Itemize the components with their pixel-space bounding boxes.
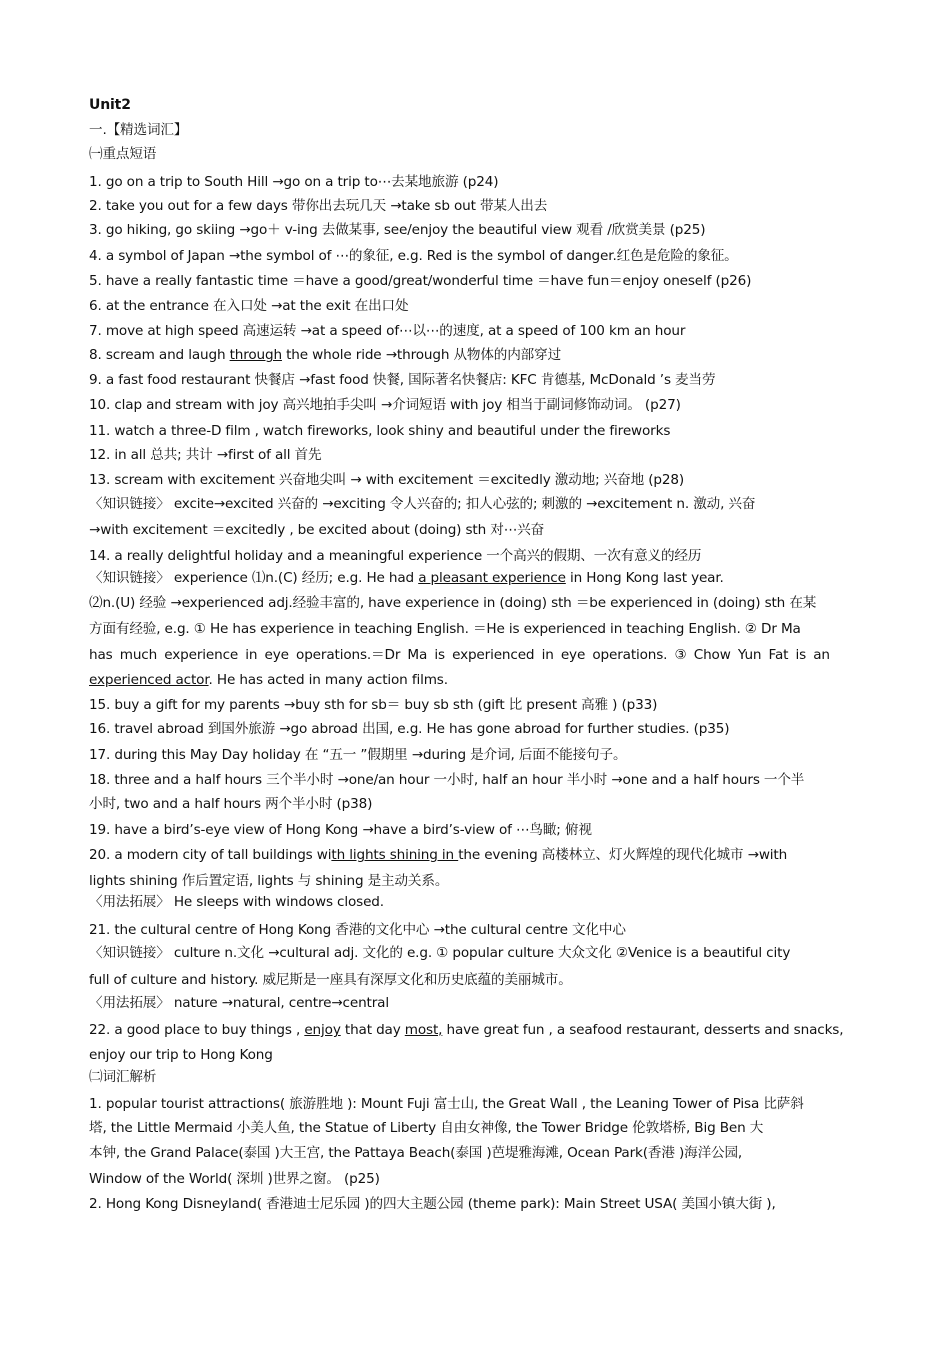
phrase-line: 17. during this May Day holiday 在 “五一 ”假期里 →during 是介词, 后面不能接句子。 [89, 747, 627, 763]
knowledge-link: 〈知识链接〉 excite→excited 兴奋的 →exciting 令人兴奋的; 扣人心弦的; 刺激的 →excitement n. 激动, 兴奋 [89, 496, 756, 512]
phrase-line: 13. scream with excitement 兴奋地尖叫 → with excitement ＝excitedly 激动地; 兴奋地 (p28) [89, 472, 685, 488]
phrase-line [89, 346, 861, 364]
phrase-line [89, 1021, 861, 1039]
phrase-line: 15. buy a gift for my parents →buy sth for sb＝ buy sb sth (gift 比 present 高雅 ) (p33) [89, 697, 658, 713]
vocab-line: 2. Hong Kong Disneyland( 香港迪士尼乐园 )的四大主题公园 (theme park): Main Street USA( 美国小镇大街 ), [89, 1196, 776, 1212]
text-run: that day [340, 1022, 405, 1038]
phrase-line: lights shining 作后置定语, lights 与 shining 是主动关系。 [89, 873, 449, 889]
phrase-line: 14. a really delightful holiday and a meaningful experience 一个高兴的假期、一次有意义的经历 [89, 548, 702, 564]
section-heading: 一.【精选词汇】 [89, 122, 188, 138]
underlined-text: through [229, 347, 282, 363]
phrase-line: 19. have a bird’s-eye view of Hong Kong →have a bird’s-view of ⋯鸟瞰; 俯视 [89, 822, 592, 838]
phrase-line: 21. the cultural centre of Hong Kong 香港的文化中心 →the cultural centre 文化中心 [89, 922, 626, 938]
usage-extension: 〈用法拓展〉 nature →natural, centre→central [89, 995, 389, 1011]
subsection-heading: ㈠重点短语 [89, 146, 157, 162]
subsection-heading: ㈡词汇解析 [89, 1069, 157, 1085]
text-run: 22. a good place to buy things , [89, 1022, 305, 1038]
unit-title: Unit2 [89, 97, 131, 113]
phrase-line: has much experience in eye operations.＝Dr Ma is experienced in eye operations. ③ Chow Yun Fat is an [89, 647, 830, 663]
phrase-line: 2. take you out for a few days 带你出去玩几天 →take sb out 带某人出去 [89, 198, 548, 214]
phrase-line: 7. move at high speed 高速运转 →at a speed of⋯以⋯的速度, at a speed of 100 km an hour [89, 323, 686, 339]
phrase-line: 3. go hiking, go skiing →go＋ v-ing 去做某事, see/enjoy the beautiful view 观看 /欣赏美景 (p25) [89, 222, 706, 238]
text-run: 〈知识链接〉 experience ⑴n.(C) 经历; e.g. He had [89, 570, 419, 586]
text-run: have great fun , a seafood restaurant, desserts and snacks, [442, 1022, 844, 1038]
vocab-line: Window of the World( 深圳 )世界之窗。 (p25) [89, 1171, 380, 1187]
text-run: the evening 高楼林立、灯火辉煌的现代化城市 →with [458, 847, 788, 863]
usage-extension: 〈用法拓展〉 He sleeps with windows closed. [89, 894, 384, 910]
phrase-line: full of culture and history. 威尼斯是一座具有深厚文化和历史底蕴的美丽城市。 [89, 972, 572, 988]
phrase-line: 9. a fast food restaurant 快餐店 →fast food 快餐, 国际著名快餐店: KFC 肯德基, McDonald ’s 麦当劳 [89, 372, 716, 388]
phrase-line: 方面有经验, e.g. ① He has experience in teaching English. ＝He is experienced in teaching English. ② Dr Ma [89, 621, 801, 637]
phrase-line: 10. clap and stream with joy 高兴地拍手尖叫 →介词短语 with joy 相当于副词修饰动词。 (p27) [89, 397, 681, 413]
phrase-line: 18. three and a half hours 三个半小时 →one/an hour 一小时, half an hour 半小时 →one and a half hours 一个半 [89, 772, 805, 788]
phrase-line: 5. have a really fantastic time ＝have a good/great/wonderful time ＝have fun＝enjoy oneself (p26) [89, 273, 752, 289]
text-run: in Hong Kong last year. [565, 570, 724, 586]
text-run: 20. a modern city of tall buildings wi [89, 847, 332, 863]
knowledge-link [89, 569, 861, 587]
underlined-text: enjoy [304, 1022, 341, 1038]
phrase-line [89, 671, 861, 689]
phrase-line: →with excitement ＝excitedly , be excited about (doing) sth 对⋯兴奋 [89, 522, 545, 538]
phrase-line: 6. at the entrance 在入口处 →at the exit 在出口处 [89, 298, 409, 314]
phrase-line: 1. go on a trip to South Hill →go on a trip to⋯去某地旅游 (p24) [89, 174, 499, 190]
phrase-line [89, 846, 861, 864]
phrase-line: ⑵n.(U) 经验 →experienced adj.经验丰富的, have experience in (doing) sth ＝be experienced in (doing) sth 在某 [89, 595, 817, 611]
underlined-text: a pleasant experience [418, 570, 566, 586]
knowledge-link: 〈知识链接〉 culture n.文化 →cultural adj. 文化的 e.g. ① popular culture 大众文化 ②Venice is a beautiful city [89, 945, 791, 961]
underlined-text: most, [404, 1022, 443, 1038]
text-run: . He has acted in many action films. [208, 672, 448, 688]
vocab-line: 塔, the Little Mermaid 小美人鱼, the Statue of Liberty 自由女神像, the Tower Bridge 伦敦塔桥, Big Ben 大 [89, 1120, 764, 1136]
phrase-line: 4. a symbol of Japan →the symbol of ⋯的象征, e.g. Red is the symbol of danger.红色是危险的象征。 [89, 248, 738, 264]
phrase-line: 11. watch a three-D film , watch fireworks, look shiny and beautiful under the fireworks [89, 423, 671, 439]
underlined-text: th lights shining in [331, 847, 459, 863]
vocab-line: 本钟, the Grand Palace(泰国 )大王宫, the Pattaya Beach(泰国 )芭堤雅海滩, Ocean Park(香港 )海洋公园, [89, 1145, 743, 1161]
vocab-line: 1. popular tourist attractions( 旅游胜地 ): Mount Fuji 富士山, the Great Wall , the Leaning Tower of Pisa 比萨斜 [89, 1096, 804, 1112]
text-run: the whole ride →through 从物体的内部穿过 [281, 347, 562, 363]
underlined-text: experienced actor [89, 672, 209, 688]
phrase-line: enjoy our trip to Hong Kong [89, 1047, 273, 1063]
phrase-line: 12. in all 总共; 共计 →first of all 首先 [89, 447, 322, 463]
phrase-line: 小时, two and a half hours 两个半小时 (p38) [89, 796, 373, 812]
text-run: 8. scream and laugh [89, 347, 230, 363]
phrase-line: 16. travel abroad 到国外旅游 →go abroad 出国, e.g. He has gone abroad for further studies. (p35) [89, 721, 730, 737]
